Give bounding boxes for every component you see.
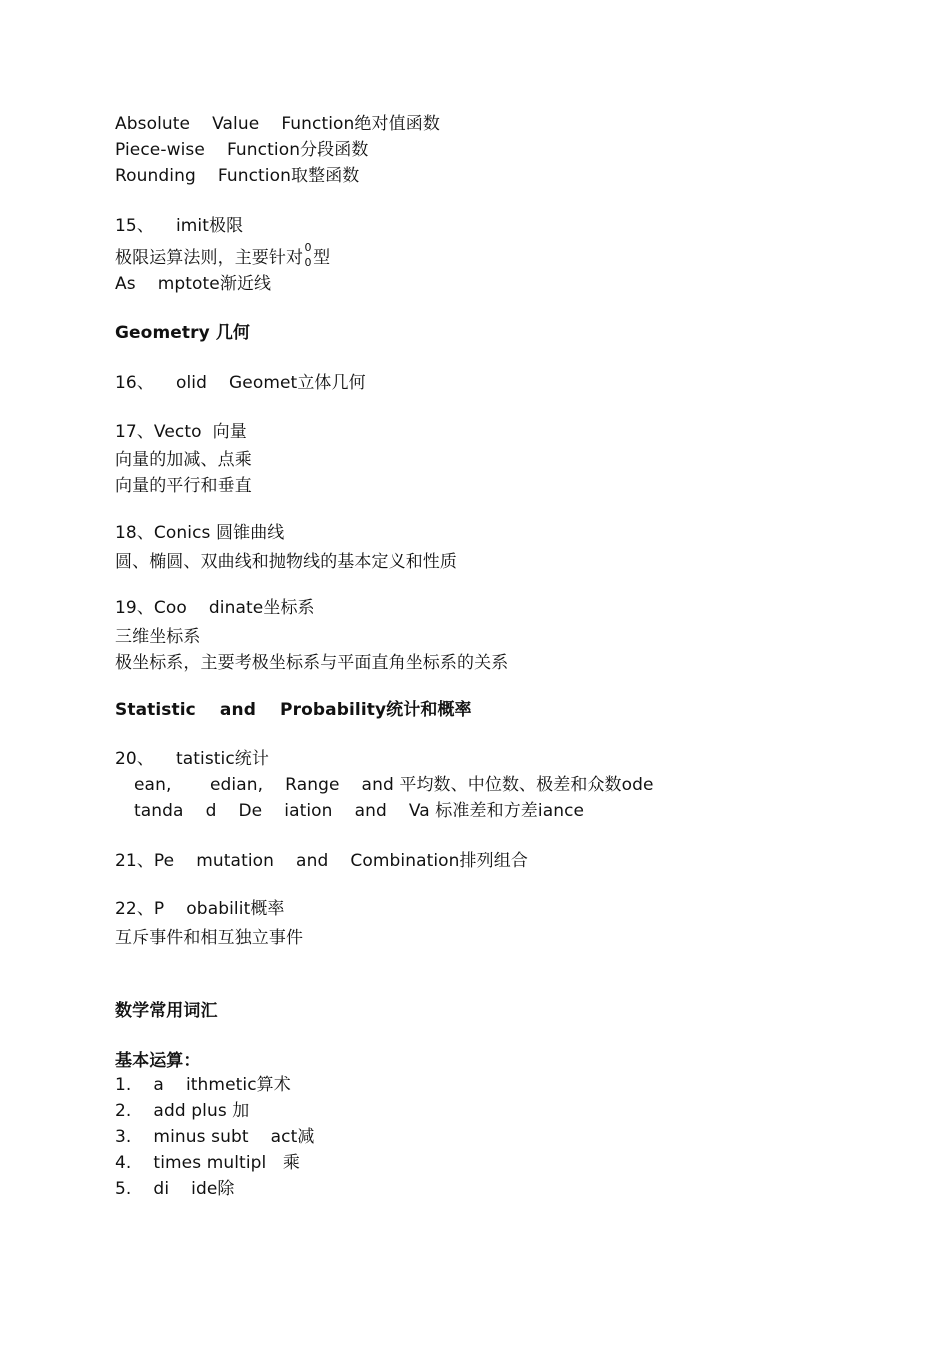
vector-item-2: 向量的平行和垂直 [115,476,252,496]
vocab-item-4: 4. times multipl 乘 [115,1153,300,1173]
vector-heading: 17、Vecto 向量 [115,422,247,442]
basic-operations-heading: 基本运算： [115,1051,201,1071]
zero-over-zero-fraction [303,241,313,269]
coordinate-item-1: 三维坐标系 [115,627,201,647]
conics-heading: 18、Conics 圆锥曲线 [115,523,285,543]
vector-item-1: 向量的加减、点乘 [115,450,252,470]
limit-rule-suffix: 型 [313,248,331,268]
piecewise-function-line: Piece-wise Function分段函数 [115,140,369,160]
geometry-section-heading: Geometry 几何 [115,323,251,343]
absolute-value-function-line: Absolute Value Function绝对值函数 [115,114,440,134]
fraction-denominator: 0 [304,256,312,269]
statistics-item-1: ean, edian, Range and 平均数、中位数、极差和众数ode [134,775,654,795]
limit-rule-prefix: 极限运算法则，主要针对 [115,248,304,268]
asymptote-line: As mptote渐近线 [115,274,272,294]
vocab-item-1: 1. a ithmetic算术 [115,1075,291,1095]
statistics-heading: 20、 tatistic统计 [115,749,270,769]
conics-item-1: 圆、椭圆、双曲线和抛物线的基本定义和性质 [115,552,457,572]
rounding-function-line: Rounding Function取整函数 [115,166,360,186]
statistics-section-heading: Statistic and Probability统计和概率 [115,700,472,720]
permutation-heading: 21、Pe mutation and Combination排列组合 [115,851,528,871]
probability-heading: 22、P obabilit概率 [115,899,285,919]
statistics-item-2: tanda d De iation and Va 标准差和方差iance [134,801,585,821]
limit-heading: 15、 imit极限 [115,216,244,236]
coordinate-item-2: 极坐标系，主要考极坐标系与平面直角坐标系的关系 [115,653,509,673]
vocab-item-5: 5. di ide除 [115,1179,235,1199]
vocab-item-3: 3. minus subt act减 [115,1127,315,1147]
vocab-section-heading: 数学常用词汇 [115,1001,218,1021]
vocab-item-2: 2. add plus 加 [115,1101,250,1121]
solid-geometry-heading: 16、 olid Geomet立体几何 [115,373,366,393]
limit-rule-line [115,241,331,269]
coordinate-heading: 19、Coo dinate坐标系 [115,598,315,618]
fraction-numerator: 0 [304,241,312,254]
probability-item-1: 互斥事件和相互独立事件 [115,928,304,948]
